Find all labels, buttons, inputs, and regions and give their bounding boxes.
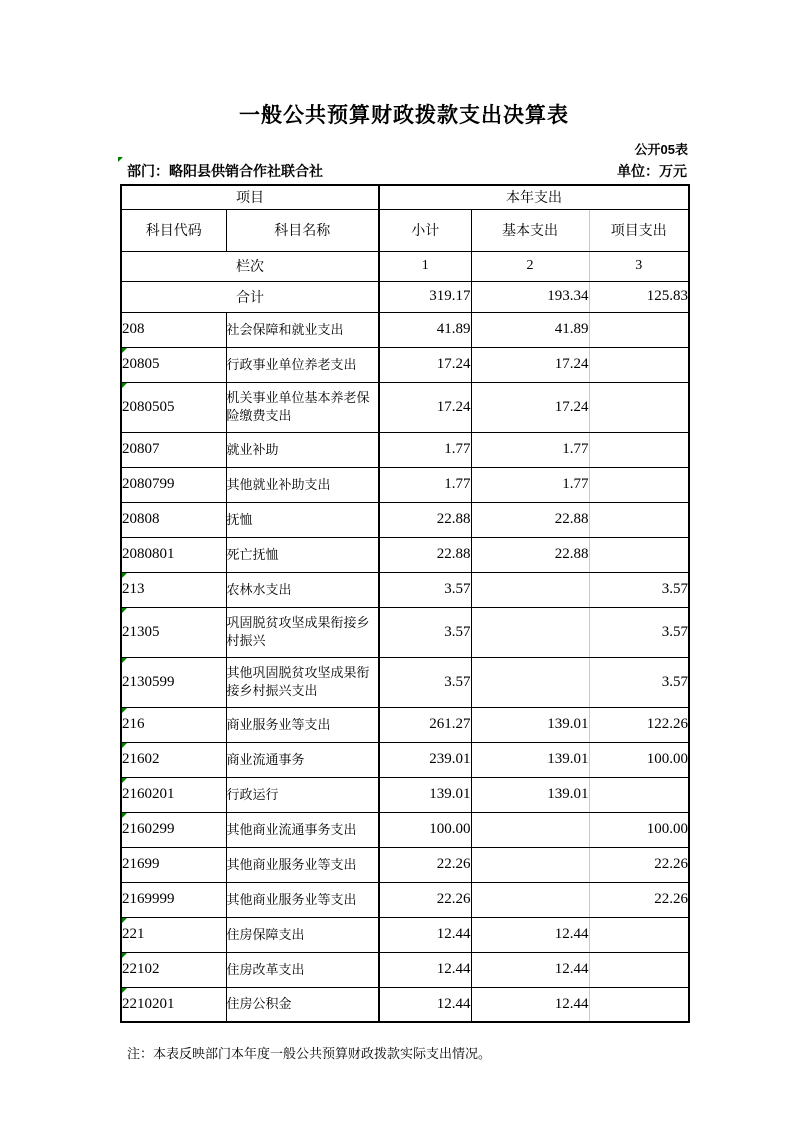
table-row — [121, 812, 689, 847]
col-group-year-expenditure: 本年支出 — [379, 185, 689, 209]
subject-name-cell: 社会保障和就业支出 — [226, 312, 379, 347]
table-row — [121, 607, 689, 657]
col-header-basic-expenditure: 基本支出 — [471, 209, 589, 251]
project-expenditure-cell: 100.00 — [589, 812, 689, 847]
subject-name-cell: 抚恤 — [226, 502, 379, 537]
table-row — [121, 707, 689, 742]
page-title: 一般公共预算财政拨款支出决算表 — [239, 104, 569, 127]
subtotal-cell: 17.24 — [379, 382, 471, 432]
excel-flag-icon — [122, 743, 127, 748]
table-row — [121, 502, 689, 537]
subtotal-cell: 22.88 — [379, 502, 471, 537]
table-row — [121, 917, 689, 952]
basic-expenditure-cell: 12.44 — [471, 917, 589, 952]
basic-expenditure-cell — [471, 812, 589, 847]
header-row-groups — [121, 185, 689, 209]
subject-code-cell: 2080505 — [121, 382, 226, 432]
subtotal-cell: 100.00 — [379, 812, 471, 847]
column-number-3: 3 — [589, 251, 689, 281]
subject-code-cell: 2160201 — [121, 777, 226, 812]
basic-expenditure-cell: 12.44 — [471, 987, 589, 1022]
table-row — [121, 742, 689, 777]
basic-expenditure-cell — [471, 882, 589, 917]
table-row — [121, 312, 689, 347]
col-header-subtotal: 小计 — [379, 209, 471, 251]
subject-code-cell: 208 — [121, 312, 226, 347]
subtotal-cell: 3.57 — [379, 657, 471, 707]
subject-code-cell: 2080799 — [121, 467, 226, 502]
basic-expenditure-cell: 1.77 — [471, 432, 589, 467]
subject-code-cell: 22102 — [121, 952, 226, 987]
subject-code-cell: 221 — [121, 917, 226, 952]
subject-name-cell: 行政运行 — [226, 777, 379, 812]
basic-expenditure-cell: 17.24 — [471, 382, 589, 432]
table-row — [121, 987, 689, 1022]
subject-name-cell: 商业服务业等支出 — [226, 707, 379, 742]
column-number-2: 2 — [471, 251, 589, 281]
subject-code-cell: 2080801 — [121, 537, 226, 572]
col-header-project-expenditure: 项目支出 — [589, 209, 689, 251]
subtotal-cell: 22.26 — [379, 882, 471, 917]
subject-name-cell: 住房保障支出 — [226, 917, 379, 952]
subject-name-cell: 住房公积金 — [226, 987, 379, 1022]
subtotal-cell: 12.44 — [379, 952, 471, 987]
project-expenditure-cell: 22.26 — [589, 882, 689, 917]
excel-flag-icon — [118, 157, 123, 162]
subject-name-cell: 死亡抚恤 — [226, 537, 379, 572]
project-expenditure-cell — [589, 537, 689, 572]
project-expenditure-cell: 100.00 — [589, 742, 689, 777]
project-expenditure-cell: 3.57 — [589, 572, 689, 607]
subject-code-cell: 2130599 — [121, 657, 226, 707]
subject-code-cell: 21699 — [121, 847, 226, 882]
subject-name-cell: 行政事业单位养老支出 — [226, 347, 379, 382]
project-expenditure-cell — [589, 467, 689, 502]
excel-flag-icon — [122, 813, 127, 818]
subtotal-cell: 22.26 — [379, 847, 471, 882]
subtotal-cell: 22.88 — [379, 537, 471, 572]
table-row — [121, 882, 689, 917]
excel-flag-icon — [122, 608, 127, 613]
project-expenditure-cell — [589, 382, 689, 432]
excel-flag-icon — [122, 918, 127, 923]
total-label-cell: 合计 — [121, 281, 379, 312]
table-row — [121, 382, 689, 432]
subject-name-cell: 其他巩固脱贫攻坚成果衔接乡村振兴支出 — [226, 657, 379, 707]
total-row — [121, 281, 689, 312]
excel-flag-icon — [122, 573, 127, 578]
table-body — [121, 281, 689, 1022]
project-expenditure-cell — [589, 952, 689, 987]
subject-code-cell: 20808 — [121, 502, 226, 537]
table-row — [121, 432, 689, 467]
table-row — [121, 467, 689, 502]
subtotal-cell: 12.44 — [379, 987, 471, 1022]
subtotal-cell: 261.27 — [379, 707, 471, 742]
subtotal-cell: 1.77 — [379, 432, 471, 467]
total-basic-cell: 193.34 — [471, 281, 589, 312]
project-expenditure-cell — [589, 432, 689, 467]
department-label: 部门：略阳县供销合作社联合社 — [127, 163, 323, 179]
subject-code-cell: 213 — [121, 572, 226, 607]
footnote: 注：本表反映部门本年度一般公共预算财政拨款实际支出情况。 — [127, 1046, 492, 1061]
table-row — [121, 657, 689, 707]
basic-expenditure-cell: 1.77 — [471, 467, 589, 502]
subtotal-cell: 41.89 — [379, 312, 471, 347]
subject-name-cell: 机关事业单位基本养老保险缴费支出 — [226, 382, 379, 432]
subtotal-cell: 3.57 — [379, 572, 471, 607]
subject-name-cell: 其他商业服务业等支出 — [226, 882, 379, 917]
unit-label: 单位：万元 — [617, 163, 687, 179]
subject-name-cell: 商业流通事务 — [226, 742, 379, 777]
col-header-subject-name: 科目名称 — [226, 209, 379, 251]
table-row — [121, 572, 689, 607]
subject-code-cell: 20805 — [121, 347, 226, 382]
subject-name-cell: 农林水支出 — [226, 572, 379, 607]
project-expenditure-cell: 3.57 — [589, 657, 689, 707]
basic-expenditure-cell: 41.89 — [471, 312, 589, 347]
subject-code-cell: 21305 — [121, 607, 226, 657]
subject-name-cell: 其他商业流通事务支出 — [226, 812, 379, 847]
basic-expenditure-cell: 22.88 — [471, 502, 589, 537]
subject-code-cell: 2210201 — [121, 987, 226, 1022]
subtotal-cell: 3.57 — [379, 607, 471, 657]
project-expenditure-cell: 3.57 — [589, 607, 689, 657]
excel-flag-icon — [122, 383, 127, 388]
excel-flag-icon — [122, 778, 127, 783]
project-expenditure-cell — [589, 987, 689, 1022]
basic-expenditure-cell — [471, 572, 589, 607]
basic-expenditure-cell: 139.01 — [471, 742, 589, 777]
table-code-label: 公开05表 — [634, 142, 688, 157]
project-expenditure-cell: 22.26 — [589, 847, 689, 882]
table-row — [121, 537, 689, 572]
subtotal-cell: 17.24 — [379, 347, 471, 382]
subject-code-cell: 21602 — [121, 742, 226, 777]
project-expenditure-cell — [589, 917, 689, 952]
table-row — [121, 952, 689, 987]
excel-flag-icon — [122, 953, 127, 958]
basic-expenditure-cell — [471, 607, 589, 657]
subtotal-cell: 12.44 — [379, 917, 471, 952]
subject-name-cell: 就业补助 — [226, 432, 379, 467]
subtotal-cell: 139.01 — [379, 777, 471, 812]
project-expenditure-cell — [589, 502, 689, 537]
subject-name-cell: 住房改革支出 — [226, 952, 379, 987]
subject-code-cell: 216 — [121, 707, 226, 742]
excel-flag-icon — [122, 708, 127, 713]
excel-flag-icon — [122, 988, 127, 993]
header-row-columns — [121, 209, 689, 251]
subject-name-cell: 其他就业补助支出 — [226, 467, 379, 502]
subject-code-cell: 2169999 — [121, 882, 226, 917]
table-row — [121, 347, 689, 382]
col-group-project: 项目 — [121, 185, 379, 209]
total-subtotal-cell: 319.17 — [379, 281, 471, 312]
basic-expenditure-cell — [471, 657, 589, 707]
basic-expenditure-cell: 139.01 — [471, 777, 589, 812]
excel-flag-icon — [122, 348, 127, 353]
subject-code-cell: 20807 — [121, 432, 226, 467]
subject-name-cell: 巩固脱贫攻坚成果衔接乡村振兴 — [226, 607, 379, 657]
subtotal-cell: 1.77 — [379, 467, 471, 502]
column-index-label: 栏次 — [121, 251, 379, 281]
basic-expenditure-cell: 12.44 — [471, 952, 589, 987]
subtotal-cell: 239.01 — [379, 742, 471, 777]
project-expenditure-cell — [589, 347, 689, 382]
basic-expenditure-cell: 139.01 — [471, 707, 589, 742]
col-header-subject-code: 科目代码 — [121, 209, 226, 251]
project-expenditure-cell — [589, 777, 689, 812]
budget-table — [120, 184, 690, 1023]
project-expenditure-cell — [589, 312, 689, 347]
basic-expenditure-cell — [471, 847, 589, 882]
subject-code-cell: 2160299 — [121, 812, 226, 847]
column-number-1: 1 — [379, 251, 471, 281]
subject-name-cell: 其他商业服务业等支出 — [226, 847, 379, 882]
basic-expenditure-cell: 17.24 — [471, 347, 589, 382]
excel-flag-icon — [122, 658, 127, 663]
header-row-column-index — [121, 251, 689, 281]
table-row — [121, 777, 689, 812]
project-expenditure-cell: 122.26 — [589, 707, 689, 742]
table-row — [121, 847, 689, 882]
total-project-cell: 125.83 — [589, 281, 689, 312]
basic-expenditure-cell: 22.88 — [471, 537, 589, 572]
